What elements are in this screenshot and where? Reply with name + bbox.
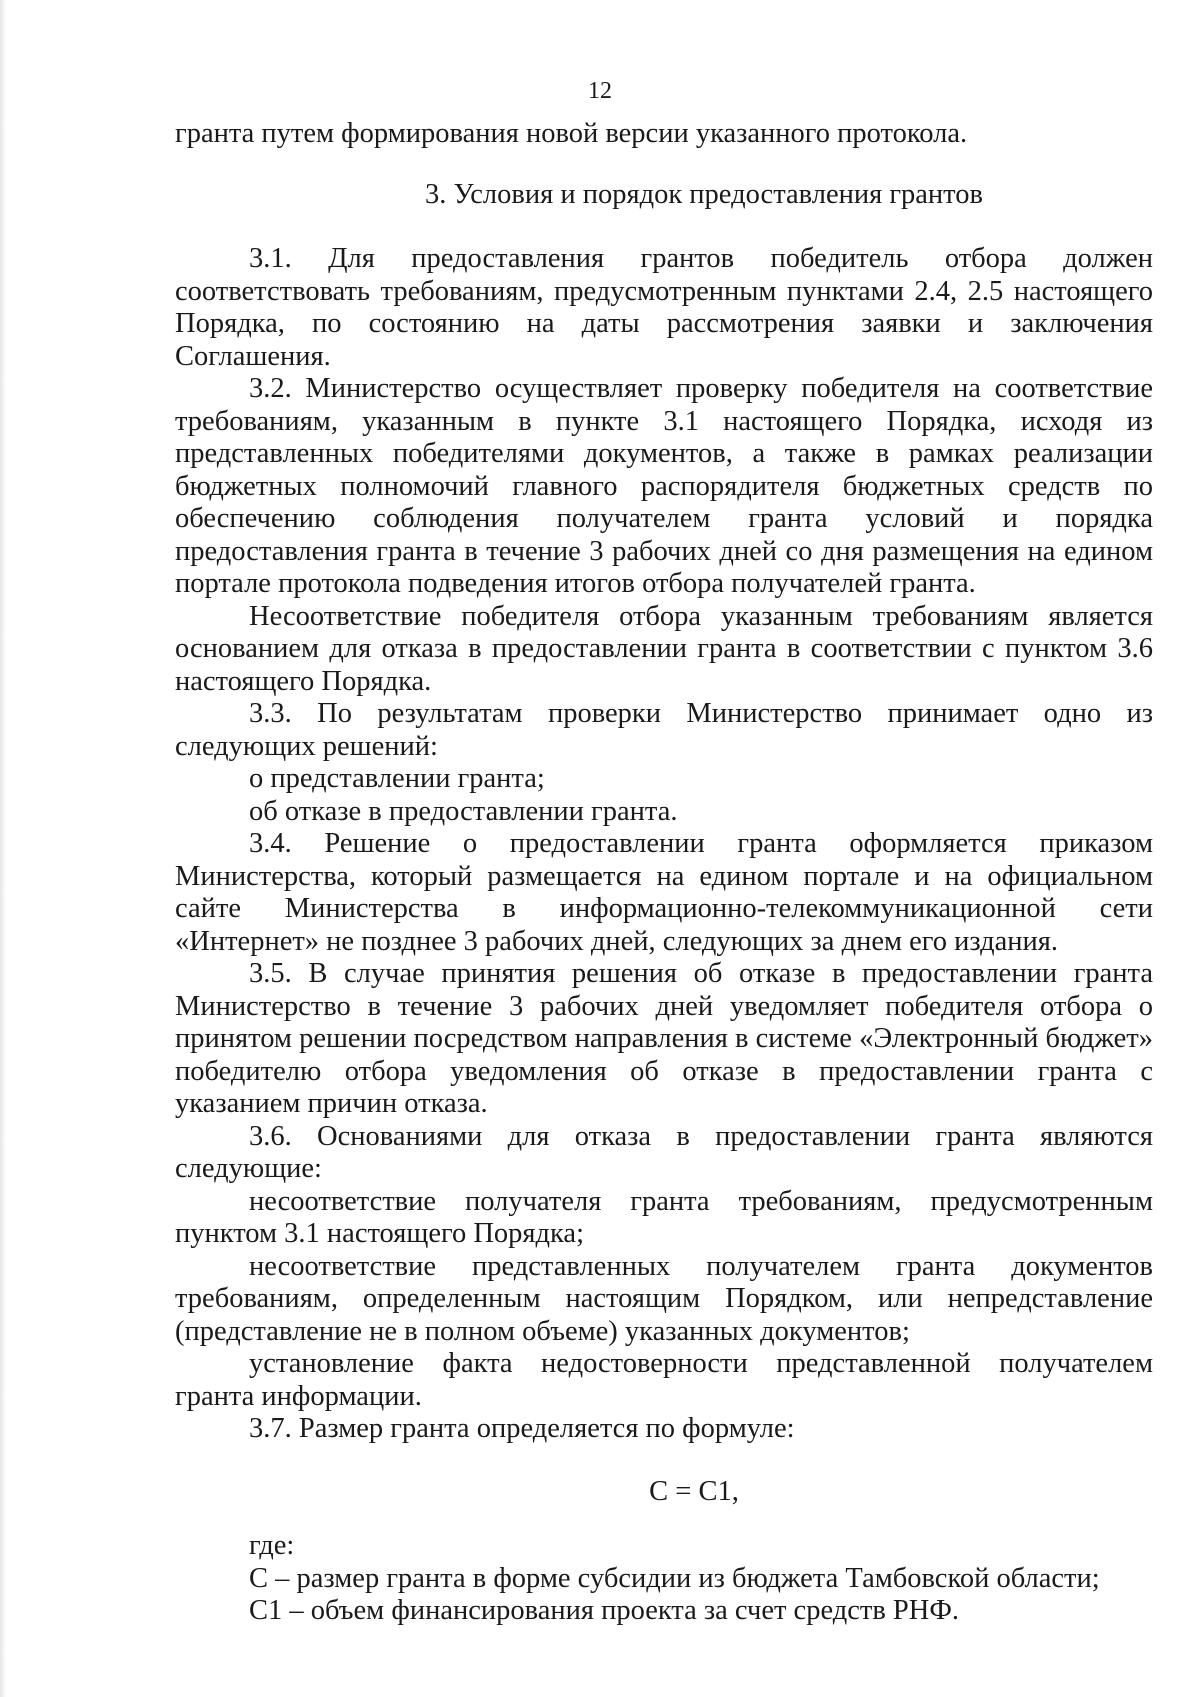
document-body (175, 118, 1153, 1628)
refusal-ground-2: несоответствие представленных получателем гранта документов требованиям, определенным настоящим Порядком, или непредставление (представление не в полном объеме) указанных документов; (175, 1250, 1153, 1347)
paragraph-3-6: 3.6. Основаниями для отказа в предоставлении гранта являются следующие: (175, 1120, 1153, 1184)
refusal-ground-1: несоответствие получателя гранта требованиям, предусмотренным пунктом 3.1 настоящего Порядка; (175, 1185, 1153, 1249)
formula-where: где: (249, 1530, 295, 1561)
decision-option-refusal: об отказе в предоставлении гранта. (249, 795, 678, 827)
section-heading: 3. Условия и порядок предоставления грантов (425, 178, 983, 210)
refusal-ground-3: установление факта недостоверности представленной получателем гранта информации. (175, 1348, 1153, 1412)
page-number: 12 (588, 78, 612, 104)
continuation-text: гранта путем формирования новой версии указанного протокола. (175, 118, 968, 149)
paragraph-3-5: 3.5. В случае принятия решения об отказе в предоставлении гранта Министерство в течение 3 рабочих дней уведомляет победителя отбора о принятом решении посредством направления в системе «Электронный бюджет» победителю отбора уведомления об отказе в предоставлении гранта с указанием причин отказа. (175, 958, 1153, 1119)
paragraph-3-4: 3.4. Решение о предоставлении гранта оформляется приказом Министерства, который размещается на едином портале и на официальном сайте Министерства в информационно-телекоммуникационной сети «Интернет» не позднее 3 рабочих дней, следующих за днем его издания. (175, 828, 1153, 957)
paragraph-noncompliance: Несоответствие победителя отбора указанным требованиям является основанием для отказа в предоставлении гранта в соответствии с пунктом 3.6 настоящего Порядка. (175, 600, 1153, 697)
scan-edge (0, 0, 6, 1697)
paragraph-3-2: 3.2. Министерство осуществляет проверку победителя на соответствие требованиям, указанным в пункте 3.1 настоящего Порядка, исходя из представленных победителями документов, а также в рамках реализации бюджетных полномочий главного распорядителя бюджетных средств по обеспечению соблюдения получателем гранта условий и порядка предоставления гранта в течение 3 рабочих дней со дня размещения на едином портале протокола подведения итогов отбора получателей гранта. (175, 373, 1153, 599)
definition-c: С – размер гранта в форме субсидии из бюджета Тамбовской области; (249, 1562, 1100, 1594)
paragraph-3-1: 3.1. Для предоставления грантов победитель отбора должен соответствовать требованиям, предусмотренным пунктами 2.4, 2.5 настоящего Порядка, по состоянию на даты рассмотрения заявки и заключения Соглашения. (175, 243, 1153, 372)
definition-c1: С1 – объем финансирования проекта за счет средств РНФ. (249, 1595, 959, 1626)
grant-formula: С = С1, (649, 1475, 739, 1507)
paragraph-3-3: 3.3. По результатам проверки Министерство принимает одно из следующих решений: (175, 698, 1153, 762)
paragraph-3-7: 3.7. Размер гранта определяется по формуле: (249, 1413, 795, 1444)
decision-option-grant: о представлении гранта; (249, 763, 545, 794)
